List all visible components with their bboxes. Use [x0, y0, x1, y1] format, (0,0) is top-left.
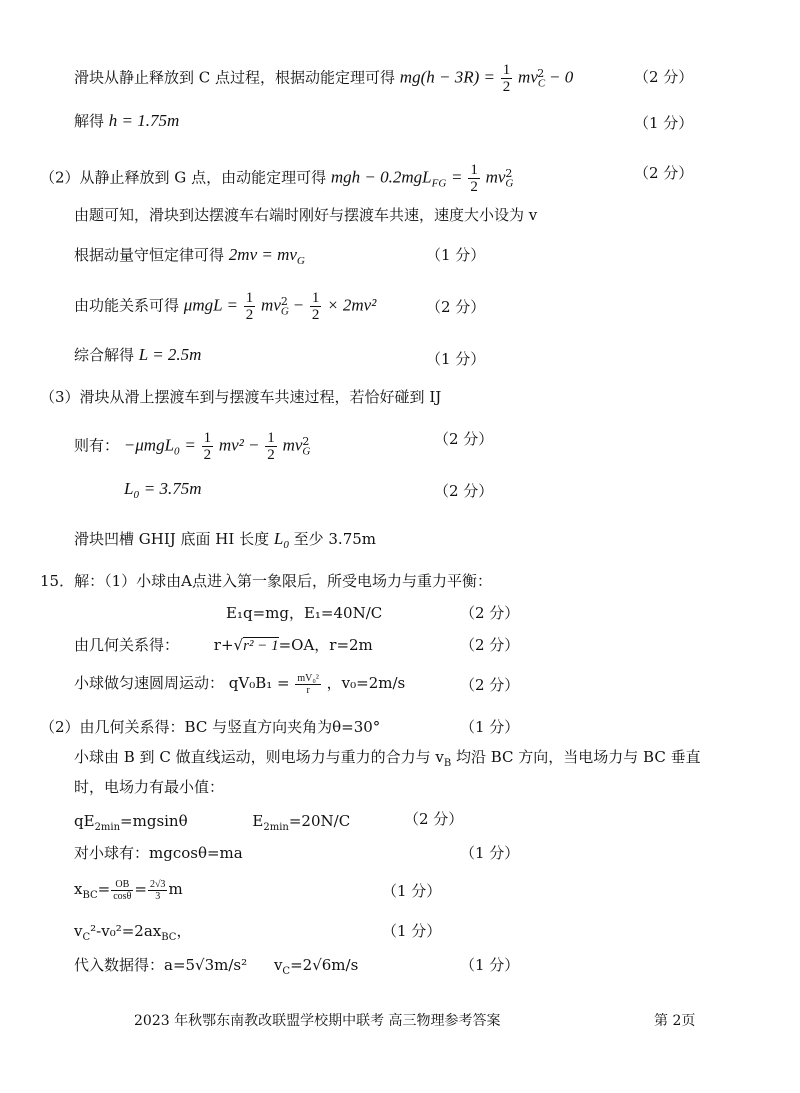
answer-line-13: E₁q=mg，E₁=40N/C — [226, 604, 383, 622]
answer-line-22: $v_C^2-v_0^2=2ax_{BC}$， — [74, 922, 192, 943]
score-20: （1 分） — [460, 844, 520, 862]
score-10: （2 分） — [434, 482, 494, 500]
answer-line-14: 由几何关系得： r+√r² − 1=OA，r=2m — [74, 636, 373, 654]
score-2: （1 分） — [634, 114, 694, 132]
answer-line-10: $L_0 = 3.75m$ — [124, 479, 202, 501]
score-21: （1 分） — [382, 882, 442, 900]
answer-line-9: 则有： −μmgL$_0$ = $\frac{1}{2}$ mv² − $\frac{1}{2}$ $mv_G^2$ — [74, 430, 311, 463]
answer-line-20: 对小球有：mgcosθ=ma — [74, 844, 243, 862]
score-15: （2 分） — [460, 676, 520, 694]
answer-line-3: （2）从静止释放到 G 点，由动能定理可得 mgh − 0.2mgL$_{FG}$ = $\frac{1}{2}$ $mv_G^2$ — [40, 162, 514, 195]
answer-line-18: 时，电场力有最小值： — [74, 778, 225, 796]
fraction: $\frac{1}{2}$ — [203, 430, 212, 463]
answer-line-16: （2）由几何关系得：BC 与竖直方向夹角为θ=30° — [40, 718, 381, 736]
score-22: （1 分） — [382, 922, 442, 940]
footer-title: 2023 年秋鄂东南教改联盟学校期中联考 高三物理参考答案 — [134, 1013, 501, 1029]
score-3: （2 分） — [634, 164, 694, 182]
answer-line-21: $x_{BC}=$ $\frac{OB}{\cos\theta}$ = $\frac{2√3}{3}$ m — [74, 878, 183, 902]
answer-line-23: 代入数据得：a=5√3m/s² $v_C=2√6m/s$ — [74, 956, 359, 977]
answer-line-11: 滑块凹槽 GHIJ 底面 HI 长度 $L_0$ 至少 3.75m — [74, 529, 377, 551]
answer-line-19: $qE_{2min}=mgsin\theta$ $E_{2min}=20N/C$ — [74, 812, 351, 833]
score-19: （2 分） — [404, 810, 464, 828]
answer-line-6: 由功能关系可得 μmgL = $\frac{1}{2}$ $mv_G^2$ − $\frac{1}{2}$ × 2mv² — [74, 290, 377, 323]
answer-line-7: 综合解得 L = 2.5m — [74, 345, 202, 364]
score-5: （1 分） — [426, 246, 486, 264]
answer-line-12: 15．解：（1）小球由A点进入第一象限后，所受电场力与重力平衡： — [40, 572, 492, 590]
score-16: （1 分） — [460, 718, 520, 736]
answer-line-15: 小球做匀速圆周运动： qV₀B₁ = $\frac{\text{mV₀²}}{r}$ ，v₀=2m/s — [74, 672, 406, 696]
page-number: 第 2页 — [654, 1013, 696, 1029]
score-6: （2 分） — [426, 298, 486, 316]
score-23: （1 分） — [460, 956, 520, 974]
answer-line-1: 滑块从静止释放到 C 点过程，根据动能定理可得 mg(h − 3R) = $\frac{1}{2}$ $mv_C^2 - 0$ — [74, 62, 574, 95]
fraction: $\frac{1}{2}$ — [470, 162, 478, 195]
answer-line-2: 解得 h = 1.75m — [74, 111, 180, 130]
score-14: （2 分） — [460, 636, 520, 654]
score-1: （2 分） — [634, 68, 694, 86]
fraction: $\frac{1}{2}$ — [311, 290, 320, 323]
answer-line-17: 小球由 B 到 C 做直线运动，则电场力与重力的合力与 $v_B$ 均沿 BC 方向，当电场力与 BC 垂直 — [74, 748, 701, 769]
answer-line-8: （3）滑块从滑上摆渡车到与摆渡车共速过程，若恰好碰到 IJ — [40, 388, 442, 406]
fraction: $\frac{1}{2}$ — [502, 62, 511, 95]
answer-line-4: 由题可知，滑块到达摆渡车右端时刚好与摆渡车共速，速度大小设为 v — [74, 206, 538, 224]
fraction: $\frac{\text{mV₀²}}{r}$ — [297, 672, 319, 696]
score-13: （2 分） — [460, 604, 520, 622]
fraction: $\frac{1}{2}$ — [267, 430, 275, 463]
score-7: （1 分） — [426, 350, 486, 368]
answer-line-5: 根据动量守恒定律可得 $2mv = mv_G$ — [74, 245, 305, 267]
fraction: $\frac{OB}{\cos\theta}$ — [113, 878, 132, 902]
fraction: $\frac{1}{2}$ — [245, 290, 254, 323]
score-9: （2 分） — [434, 430, 494, 448]
fraction: $\frac{2√3}{3}$ — [149, 878, 166, 902]
